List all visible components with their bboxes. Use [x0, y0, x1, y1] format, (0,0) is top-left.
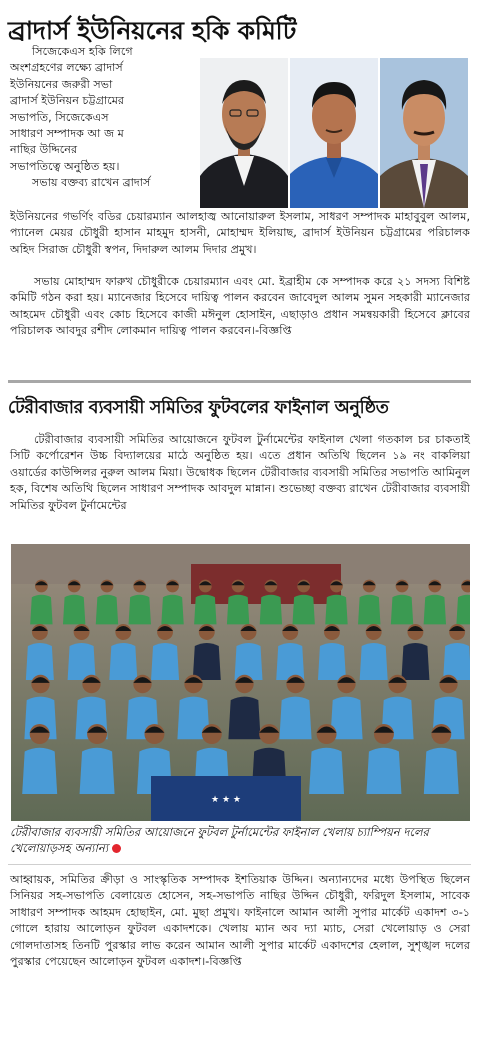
article2-headline: টেরীবাজার ব্যবসায়ী সমিতির ফুটবলের ফাইনাল অনুষ্ঠিত	[8, 398, 389, 418]
article1-lead-line: সিজেকেএস হকি লিগে	[32, 45, 133, 58]
article1-lead-line: অংশগ্রহণের লক্ষ্যে ব্রাদার্স	[10, 61, 123, 75]
article2-body-1: টেরীবাজার ব্যবসায়ী সমিতির আয়োজনে ফুটবল টুর্নামেন্টের ফাইনাল খেলা গতকাল চর চাকতাই সিটি কর্পোরেশন উচ্চ বিদ্যালয়ের মাঠে অনুষ্ঠিত হয়। এতে প্রধান অতিথি ছিলেন ১৯ নং বাকলিয়া ওয়ার্ডের কাউন্সিলর নুরুল আলম মিয়া। উদ্বোধক ছিলেন টেরীবাজার ব্যবসায়ী সমিতির সভাপতি আমিনুল হক, বিশেষ অতিথি ছিলেন সাধারণ সম্পাদক আবদুল মান্নান। শুভেচ্ছা বক্তব্য রাখেন টেরীবাজার ব্যবসায়ী সমিতির ফুটবল টুর্নামেন্টের	[10, 433, 470, 512]
article1-lead-lines	[10, 44, 200, 192]
article1-lead-line: সাধারণ সম্পাদক আ জ ম	[10, 127, 124, 141]
article1-body-2: সভায় মোহাম্মদ ফারুখ চৌধুরীকে চেয়ারম্যান এবং মো. ইব্রাহীম কে সম্পাদক করে ২১ সদস্য বিশিষ্ট কমিটি গঠন করা হয়। ম্যানেজার হিসেবে দায়িত্ব পালন করবেন জাবেদুল আলম সুমন সহকারী ম্যানেজার আহমেদ চৌধুরী এবং কোচ হিসেবে কাজী মঈনুল হোসাইন, এছাড়াও প্রধান সমন্বয়কারী হিসেবে ক্লাবের পরিচালক আবদুর রশীদ লোকমান দায়িত্ব পালন করবেন।-বিজ্ঞপ্তি	[10, 275, 470, 338]
article1-lead-line: সভায় বক্তব্য রাখেন ব্রাদার্স	[32, 176, 151, 190]
article1-lead	[10, 44, 200, 192]
caption-divider	[8, 864, 471, 865]
article1-lead-line: নাছির উদ্দিনের	[10, 143, 78, 157]
caption-bullet-icon	[112, 844, 121, 853]
article1-lead-line: ব্রাদার্স ইউনিয়ন চট্টগ্রামের	[10, 94, 125, 108]
article1-body-1: ইউনিয়নের গভর্ণিং বডির চেয়ারম্যান আলহাজ্ব আনোয়ারুল ইসলাম, সাধরণ সম্পাদক মাহাবুবুল আলম, প্যানেল মেয়র চৌধুরী হাসান মাহমুদ হাসনী, মোহাম্মদ ইলিয়াছ, ব্রাদার্স ইউনিয়ন চট্টগ্রামের পরিচালক অহিদ সিরাজ চৌধুরী স্বপন, দিদারুল আলম দিদার প্রমুখ।	[10, 210, 470, 256]
article2-body-2: আহ্বায়ক, সমিতির ক্রীড়া ও সাংস্কৃতিক সম্পাদক ইশতিয়াক উদ্দিন। অন্যান্যদের মধ্যে উপস্থিত ছিলেন সিনিয়র সহ-সভাপতি বেলায়েত হোসেন, সহ-সভাপতি নাছির উদ্দিন চৌধুরী, ফরিদুল ইসলাম, সাবেক সাধারণ সম্পাদক আহমদ হোছাইন, মো. মুছা প্রমুখ। ফাইনালে আমান আলী সুপার মার্কেট একাদশ ৩-১ গোলে হারায় আলোড়ন ফুটবল একাদশকে। খেলায় ম্যান অব দ্যা ম্যাচ, সেরা খেলোয়াড় ও সেরা গোলদাতাসহ তিনটি পুরস্কার লাভ করেন আমান আলী সুপার মার্কেট একাদশের হেলাল, সুশৃঙ্খল দলের পুরস্কার পেয়েছেন আলোড়ন ফুটবল একাদশ।-বিজ্ঞপ্তি	[10, 873, 470, 969]
article1-headline: ব্রাদার্স ইউনিয়নের হকি কমিটি	[8, 16, 297, 45]
photo-caption-text: টেরীবাজার ব্যবসায়ী সমিতির আয়োজনে ফুটবল টুর্নামেন্টের ফাইনাল খেলায় চ্যাম্পিয়ন দলের খেলোয়াড়সহ অন্যান্য	[10, 825, 429, 855]
article1-lead-line: ইউনিয়নের জরুরী সভা	[10, 77, 113, 91]
section-divider	[8, 380, 471, 383]
article1-lead-line: সভাপতি, সিজেকেএস	[10, 110, 109, 124]
photo-caption	[10, 824, 472, 856]
portrait-photo-3	[380, 58, 468, 208]
portrait-photo-2	[290, 58, 378, 208]
svg-text:★ ★ ★: ★ ★ ★	[211, 795, 241, 805]
portrait-photo-1	[200, 58, 288, 208]
team-photo	[11, 544, 470, 821]
article1-lead-line: সভাপতিত্বে অনুষ্ঠিত হয়।	[10, 159, 120, 173]
